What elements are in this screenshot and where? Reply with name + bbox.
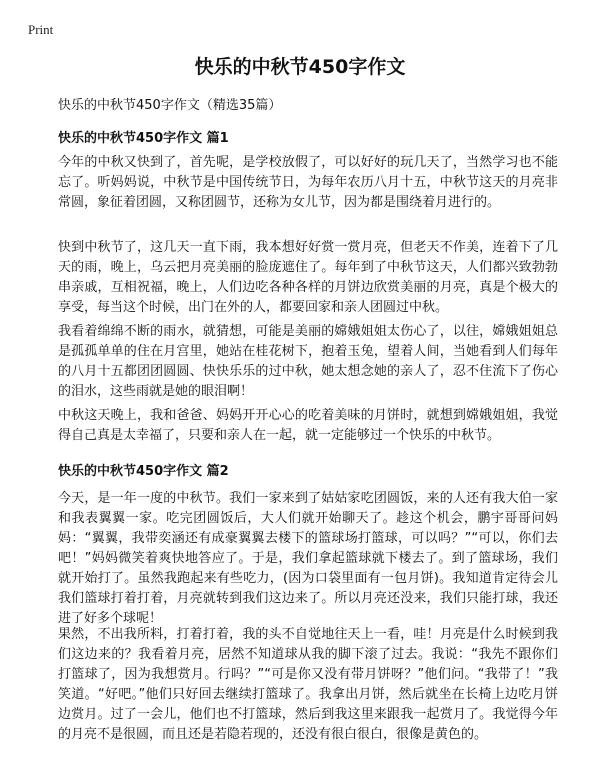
paragraph: 我看着绵绵不断的雨水，就猜想，可能是美丽的嫦娥姐姐太伤心了，以往，嫦娥姐姐总是孤孤单单的住在月宫里，她站在桂花树下，抱着玉兔，望着人间，当她看到人们每年的八月十五都团团圆圆、快快乐乐的过中秋，她太想念她的亲人了，忍不住流下了伤心的泪水，这些雨就是她的眼泪啊！ bbox=[58, 324, 558, 399]
print-link[interactable]: Print bbox=[28, 22, 54, 37]
section-heading-1: 快乐的中秋节450字作文 篇1 bbox=[58, 131, 229, 146]
paragraph: 快到中秋节了，这几天一直下雨，我本想好好赏一赏月亮，但老天不作美，连着下了几天的雨，晚上，乌云把月亮美丽的脸庞遮住了。每年到了中秋节这天，人们都兴致勃勃串亲戚，互相祝福，晚上，人们边吃各种各样的月饼边欣赏美丽的月亮，真是个极大的享受，每当这个时候，出门在外的人，都要回家和亲人团圆过中秋。 bbox=[58, 240, 558, 315]
document-title: 快乐的中秋节450字作文 bbox=[194, 56, 406, 78]
section-heading-2: 快乐的中秋节450字作文 篇2 bbox=[58, 464, 229, 479]
paragraph: 今年的中秋又快到了，首先呢，是学校放假了，可以好好的玩几天了，当然学习也不能忘了。听妈妈说，中秋节是中国传统节日，为每年农历八月十五，中秋节这天的月亮非常圆，象征着团圆，又称团圆节，还称为女儿节，因为都是围绕着月进行的。 bbox=[58, 155, 558, 210]
paragraph: 今天，是一年一度的中秋节。我们一家来到了姑姑家吃团圆饭，来的人还有我大伯一家和我表翼翼一家。吃完团圆饭后，大人们就开始聊天了。趁这个机会，鹏宇哥哥问妈妈：“翼翼，我带奕涵还有成豪翼翼去楼下的篮球场打篮球，可以吗？”“可以，你们去吧！”妈妈微笑着爽快地答应了。于是，我们拿起篮球就下楼去了。到了篮球场，我们就开始打了。虽然我跑起来有些吃力，(因为口袋里面有一包月饼)。我知道肯定待会儿我们篮球打着打着，月亮就转到我们这边来了。所以月亮还没来，我们只能打球，我还进了好多个球呢！ bbox=[58, 491, 558, 626]
paragraph: 中秋这天晚上，我和爸爸、妈妈开开心心的吃着美味的月饼时，就想到嫦娥姐姐，我觉得自己真是太幸福了，只要和亲人在一起，就一定能够过一个快乐的中秋节。 bbox=[58, 408, 558, 443]
document-subtitle: 快乐的中秋节450字作文（精选35篇） bbox=[58, 98, 282, 113]
paragraph: 果然，不出我所料，打着打着，我的头不自觉地往天上一看，哇！月亮是什么时候到我们这边来的？我看着月亮，居然不知道球从我的脚下滚了过去。我说：“我先不跟你们打篮球了，因为我想赏月。行吗？”“可是你又没有带月饼呀？”他们问。“我带了！”我笑道。“好吧。”他们只好回去继续打篮球了。我拿出月饼，然后就坐在长椅上边吃月饼边赏月。过了一会儿，他们也不打篮球，然后到我这里来跟我一起赏月了。我觉得今年的月亮不是很圆，而且还是若隐若现的，还没有很白很白，很像是黄色的。 bbox=[58, 627, 558, 742]
